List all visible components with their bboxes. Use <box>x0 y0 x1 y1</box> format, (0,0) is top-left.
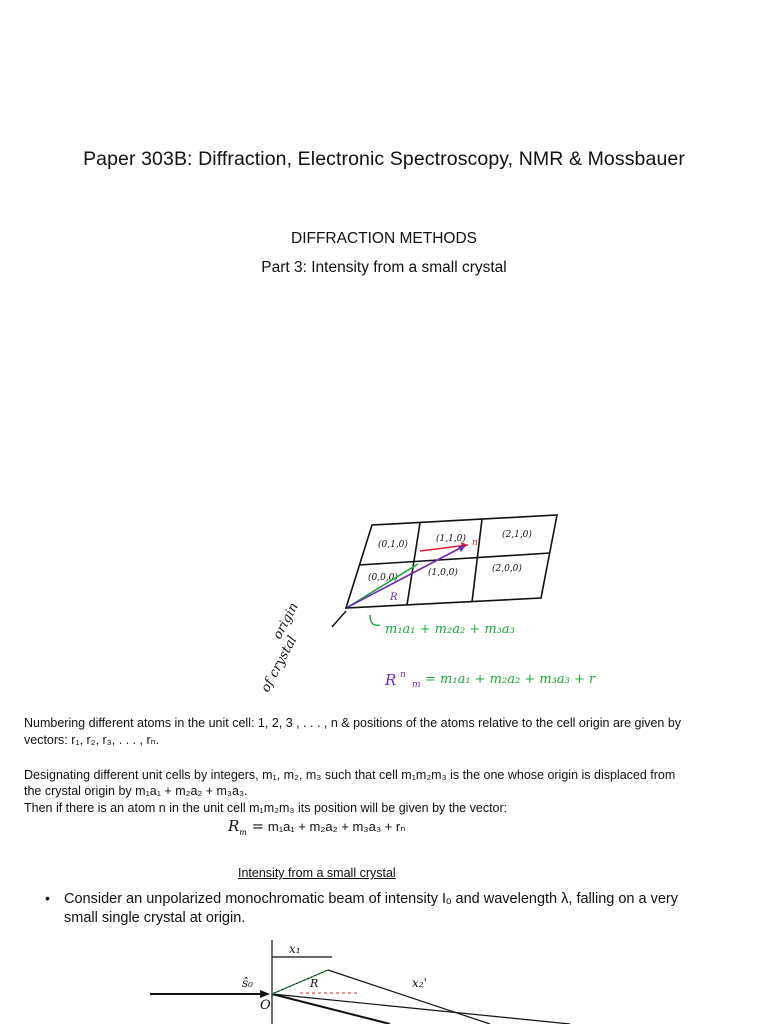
lattice-outline <box>346 515 557 608</box>
x1-label: x₁ <box>289 942 301 956</box>
para2-line1: Designating different unit cells by integers, m₁, m₂, m₃ such that cell m₁m₂m₃ is the one whose origin is displaced from <box>24 768 676 782</box>
part-heading: Part 3: Intensity from a small crystal <box>261 259 507 276</box>
green-expression: m₁a₁ + m₂a₂ + m₃a₃ <box>385 622 515 637</box>
para1-line1: Numbering different atoms in the unit cell: 1, 2, 3 , . . . , n & positions of the atoms relative to the cell origin are given by <box>24 716 682 730</box>
section-heading: DIFFRACTION METHODS <box>291 230 477 247</box>
cell-label-200: (2,0,0) <box>492 564 522 574</box>
bullet-marker: • <box>45 890 50 906</box>
cell-label-010: (0,1,0) <box>378 540 408 550</box>
cell-label-210: (2,1,0) <box>502 530 532 540</box>
rm-equation-rhs: = m₁a₁ + m₂a₂ + m₃a₃ + r <box>425 672 596 687</box>
incident-arrowhead <box>260 990 270 998</box>
lattice-divider-2 <box>472 519 482 602</box>
bullet-line2: small single crystal at origin. <box>64 910 246 926</box>
cell-label-000: (0,0,0) <box>368 573 398 583</box>
origin-o-label: O <box>260 998 271 1013</box>
transmitted-ray <box>272 994 390 1024</box>
lattice-sketch <box>240 505 640 705</box>
document-title: Paper 303B: Diffraction, Electronic Spectroscopy, NMR & Mossbauer <box>83 148 685 170</box>
scattered-ray-2 <box>272 994 570 1024</box>
beam-figure <box>150 935 610 1024</box>
bullet-line1: Consider an unpolarized monochromatic beam of intensity Iₒ and wavelength λ, falling on a very <box>64 891 679 907</box>
rm-superscript: n <box>400 670 406 680</box>
formula-rhs: m₁a₁ + m₂a₂ + m₃a₃ + rₙ <box>267 819 406 834</box>
position-formula <box>228 817 405 837</box>
crystal-label: of crystal <box>258 633 301 695</box>
para1-line2: vectors: r₁, r₂, r₃, . . . , rₙ. <box>24 733 160 747</box>
x2-label: x₂' <box>412 976 427 990</box>
lattice-divider-1 <box>407 523 420 605</box>
rm-sketch-label: R <box>390 592 398 603</box>
rm-figure-label: R <box>310 977 319 990</box>
origin-label: origin <box>270 600 302 642</box>
intensity-subheading: Intensity from a small crystal <box>238 866 396 880</box>
rm-equation-lhs: R <box>385 671 397 689</box>
origin-arrow <box>332 611 346 627</box>
cell-label-100: (1,0,0) <box>428 568 458 578</box>
scattered-ray-1 <box>328 970 490 1024</box>
green-hook <box>370 615 380 625</box>
cell-label-110: (1,1,0) <box>436 534 466 544</box>
s0-label: ŝ₀ <box>242 976 253 990</box>
rm-subscript: m <box>412 680 421 690</box>
para2-line2: the crystal origin by m₁a₁ + m₂a₂ + m₃a₃. <box>24 784 248 798</box>
para2-line3: Then if there is an atom n in the unit cell m₁m₂m₃ its position will be given by the vector: <box>24 801 508 815</box>
formula-lhs: $R_m$ = <box>228 817 265 837</box>
atom-n-mark: n <box>472 538 478 548</box>
